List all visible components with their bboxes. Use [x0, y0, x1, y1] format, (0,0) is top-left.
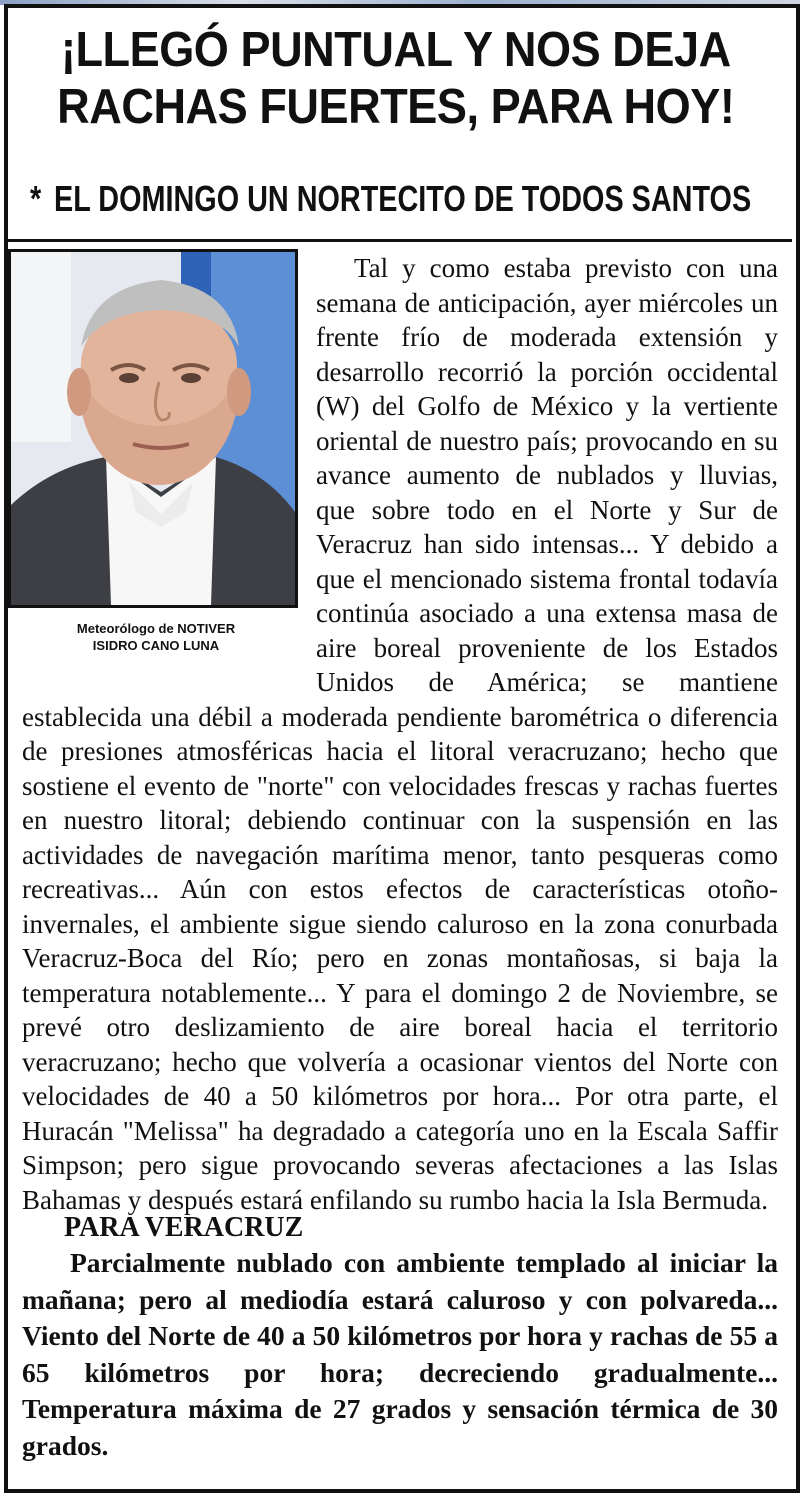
caption-line-1: Meteorólogo de NOTIVER — [76, 621, 236, 636]
article-body — [22, 251, 778, 1217]
headline-line-1: ¡LLEGÓ PUNTUAL Y NOS DEJA — [60, 23, 731, 77]
subheadline — [30, 177, 751, 221]
subhead-bullet: * — [30, 178, 42, 219]
forecast-body-text: Parcialmente nublado con ambiente templado al iniciar la mañana; pero al mediodía estará caluroso y con polvareda... Viento del Norte de 40 a 50 kilómetros por hora y rachas de 55 a 65 kilómetros por hora; decreciendo gradualmente... Temperatura máxima de 27 grados y sensación térmica de 30 grados. — [22, 1247, 778, 1461]
forecast-title: PARA VERACRUZ — [64, 1212, 304, 1243]
headline — [14, 22, 778, 136]
forecast-body — [22, 1245, 778, 1464]
subhead-text: EL DOMINGO UN NORTECITO DE TODOS SANTOS — [54, 178, 752, 219]
photo-wrap-spacer — [22, 251, 312, 676]
article-body-text: Tal y como estaba previsto con una semana de anticipación, ayer miércoles un frente frío de moderada extensión y desarrollo recorrió la porción occidental (W) del Golfo de México y la vertiente oriental de nuestro país; provocando en su avance aumento de nublados y lluvias, que sobre todo en el Norte y Sur de Veracruz han sido intensas... Y debido a que el mencionado sistema frontal todavía continúa asociado a una extensa masa de aire boreal proveniente de los Estados Unidos de América; se mantiene establecida una débil a moderada pendiente barométrica o diferencia de presiones atmosféricas hacia el litoral veracruzano; hecho que sostiene el evento de "norte" con velocidades frescas y rachas fuertes en nuestro litoral; debiendo continuar con la suspensión en las actividades de navegación marítima menor, tanto pesqueras como recreativas... Aún con estos efectos de características otoño-invernales, el ambiente sigue siendo caluroso en la zona conurbada Veracruz-Boca del Río; pero en zonas montañosas, si baja la temperatura notablemente... Y para el domingo 2 de Noviembre, se prevé otro deslizamiento de aire boreal hacia el territorio veracruzano; hecho que volvería a ocasionar vientos del Norte con velocidades de 40 a 50 kilómetros por hora... Por otra parte, el Huracán "Melissa" ha degradado a categoría uno en la Escala Saffir Simpson; pero sigue provocando severas afectaciones a las Islas Bahamas y después estará enfilando su rumbo hacia la Isla Bermuda. — [22, 253, 778, 1215]
headline-line-2: RACHAS FUERTES, PARA HOY! — [57, 80, 735, 134]
caption-line-2: ISIDRO CANO LUNA — [92, 638, 220, 653]
header-divider — [4, 239, 792, 242]
